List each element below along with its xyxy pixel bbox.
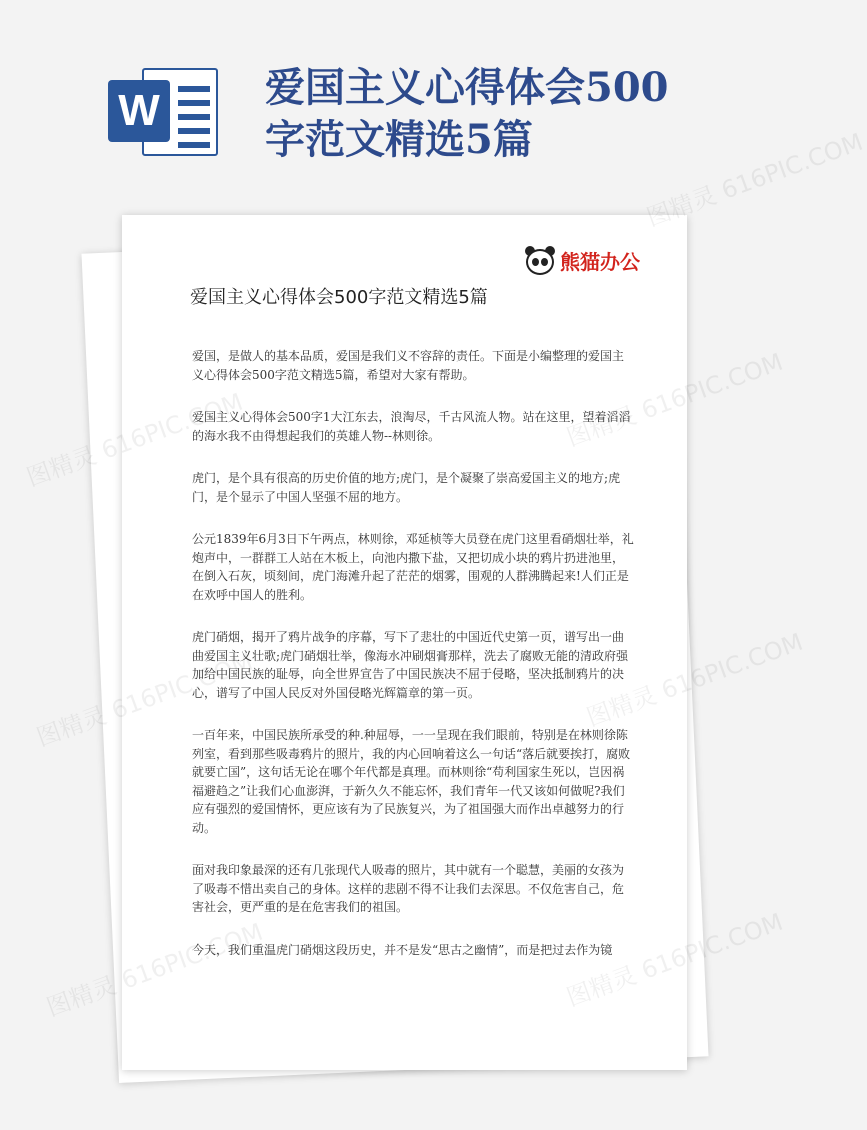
word-document-icon xyxy=(108,62,218,158)
watermark: 图精灵 xyxy=(32,701,111,752)
paragraph: 一百年来，中国民族所承受的种.种屈辱，一一呈现在我们眼前，特别是在林则徐陈列室，看到那些吸毒鸦片的照片，我的内心回响着这么一句话“落后就要挨打，腐败就要亡国”，这句话无论在哪个年代都是真理。而林则徐“苟利国家生死以，岂因祸福避趋之”让我们心血澎湃，于新久久不能忘怀，我们青年一代又该如何做呢?我们应有强烈的爱国情怀，更应该有为了民族复兴，为了祖国强大而作出卓越努力的行动。 xyxy=(192,728,631,835)
paragraph: 面对我印象最深的还有几张现代人吸毒的照片，其中就有一个聪慧，美丽的女孩为了吸毒不惜出卖自己的身体。这样的悲剧不得不让我们去深思。不仅危害自己，危害社会，更严重的是在危害我们的祖国。 xyxy=(192,863,625,914)
document-body xyxy=(192,347,634,983)
paragraph: 虎门硝烟，揭开了鸦片战争的序幕，写下了悲壮的中国近代史第一页，谱写出一曲曲爱国主义壮歌;虎门硝烟壮举，像海水冲刷烟膏那样，洗去了腐败无能的清政府强加给中国民族的耻辱，向全世界宣告了中国民族决不屈于侵略，坚决抵制鸦片的决心，谱写了中国人民反对外国侵略光辉篇章的第一页。 xyxy=(192,630,629,700)
watermark: 616PIC.COM xyxy=(637,907,787,985)
paragraph: 爱国，是做人的基本品质，爱国是我们义不容辞的责任。下面是小编整理的爱国主义心得体会500字范文精选5篇，希望对大家有帮助。 xyxy=(192,349,625,382)
brand-name: 熊猫办公 xyxy=(560,250,640,274)
panda-icon xyxy=(524,245,556,277)
word-letter-badge: W xyxy=(108,80,170,142)
watermark: 图精灵 xyxy=(22,441,101,492)
watermark: 图精灵 xyxy=(42,971,121,1022)
document-title: 爱国主义心得体会500字范文精选5篇 xyxy=(190,287,488,308)
brand-logo xyxy=(524,245,664,279)
document-page xyxy=(122,215,687,1070)
paragraph: 公元1839年6月3日下午两点，林则徐，邓延桢等大员登在虎门这里看硝烟壮举，礼炮声中，一群群工人站在木板上，向池内撒下盐，又把切成小块的鸦片扔进池里，在倒入石灰，顷刻间，虎门海滩升起了茫茫的烟雾，围观的人群沸腾起来!人们正是在欢呼中国人的胜利。 xyxy=(192,532,634,602)
page-title: 爱国主义心得体会500字范文精选5篇 xyxy=(265,64,669,163)
watermark: 图精灵 616PIC.COM xyxy=(642,127,867,232)
watermark: 图精灵 616PIC.COM xyxy=(582,627,807,732)
paragraph: 虎门，是个具有很高的历史价值的地方;虎门，是个凝聚了崇高爱国主义的地方;虎门，是个显示了中国人坚强不屈的地方。 xyxy=(192,471,621,504)
watermark: 616PIC.COM xyxy=(637,347,787,425)
paragraph: 今天，我们重温虎门硝烟这段历史，并不是发“思古之幽情”，而是把过去作为镜 xyxy=(192,942,613,957)
header-banner xyxy=(0,0,800,200)
paragraph: 爱国主义心得体会500字1大江东去，浪淘尽，千古风流人物。站在这里，望着滔滔的海水我不由得想起我们的英雄人物--林则徐。 xyxy=(192,410,631,443)
